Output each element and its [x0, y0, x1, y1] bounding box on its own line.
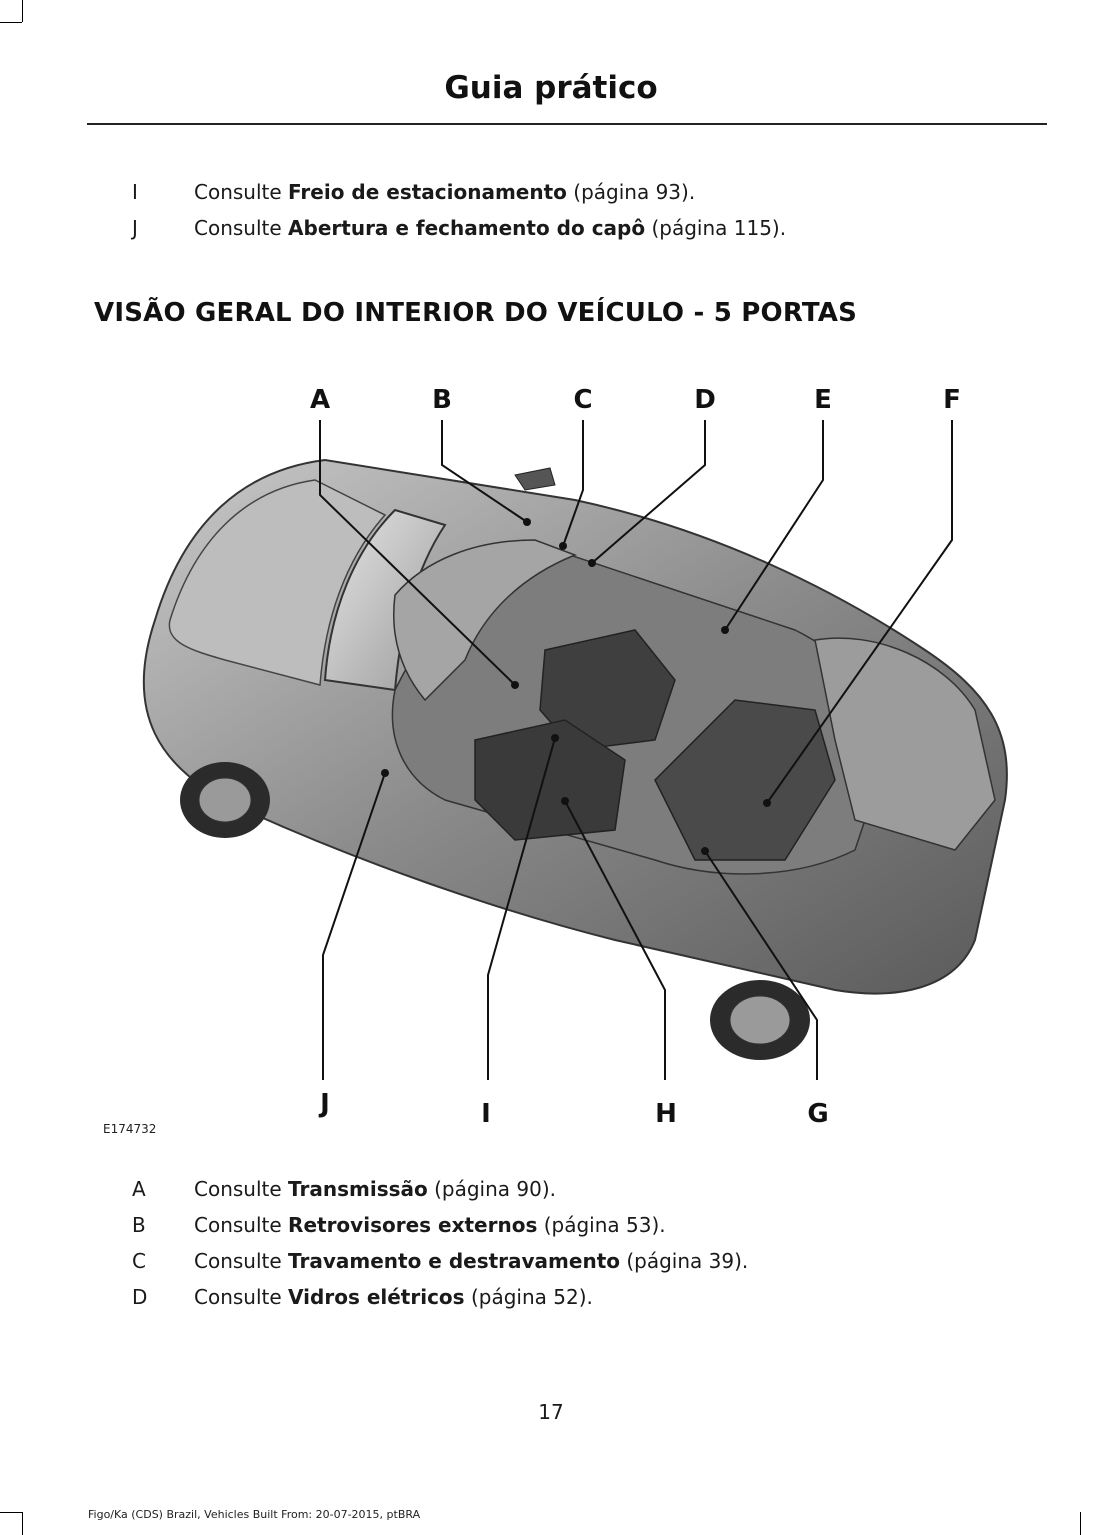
- rear-wheel: [710, 980, 810, 1060]
- header-divider: [87, 123, 1047, 125]
- section-title: VISÃO GERAL DO INTERIOR DO VEÍCULO - 5 PORTAS: [94, 298, 858, 328]
- page-footer: Figo/Ka (CDS) Brazil, Vehicles Built From: 20-07-2015, ptBRA: [88, 1508, 421, 1521]
- callout-label-g: G: [807, 1099, 829, 1129]
- entry-topic[interactable]: Travamento e destravamento: [288, 1249, 620, 1273]
- entry-text: Consulte Abertura e fechamento do capô (página 115).: [194, 216, 787, 240]
- entry-text: Consulte Freio de estacionamento (página 93).: [194, 180, 696, 204]
- entry-key: J: [132, 216, 138, 240]
- list-item: [0, 1207, 1102, 1243]
- entry-text: Consulte Travamento e destravamento (página 39).: [194, 1249, 749, 1273]
- callout-label-j: J: [320, 1089, 330, 1119]
- entry-key: C: [132, 1249, 146, 1273]
- front-wheel: [180, 762, 270, 838]
- vehicle-interior-figure: [95, 380, 1025, 1140]
- entry-topic[interactable]: Vidros elétricos: [288, 1285, 465, 1309]
- crop-mark: [22, 0, 23, 22]
- vehicle-illustration: [95, 380, 1025, 1140]
- page-header-title: Guia prático: [444, 70, 658, 106]
- entry-key: B: [132, 1213, 146, 1237]
- entry-text: Consulte Retrovisores externos (página 53).: [194, 1213, 666, 1237]
- callout-label-b: B: [432, 385, 452, 415]
- figure-code: E174732: [103, 1122, 157, 1136]
- entry-key: D: [132, 1285, 148, 1309]
- list-item: [0, 1243, 1102, 1279]
- crop-mark: [1080, 1512, 1081, 1535]
- callout-label-f: F: [943, 385, 961, 415]
- list-item: [0, 210, 1102, 246]
- crop-mark: [0, 1512, 22, 1513]
- callout-label-c: C: [573, 385, 593, 415]
- top-entry-list: [0, 174, 1102, 246]
- list-item: [0, 1279, 1102, 1315]
- side-mirror: [515, 468, 555, 490]
- entry-topic[interactable]: Transmissão: [288, 1177, 428, 1201]
- entry-text: Consulte Vidros elétricos (página 52).: [194, 1285, 593, 1309]
- list-item: [0, 174, 1102, 210]
- callout-label-a: A: [309, 385, 331, 415]
- crop-mark: [0, 22, 22, 23]
- entry-topic[interactable]: Freio de estacionamento: [288, 180, 567, 204]
- entry-text: Consulte Transmissão (página 90).: [194, 1177, 556, 1201]
- callout-label-e: E: [814, 385, 832, 415]
- list-item: [0, 1171, 1102, 1207]
- entry-key: I: [132, 180, 138, 204]
- crop-mark: [22, 1512, 23, 1535]
- callout-label-i: I: [481, 1099, 491, 1129]
- page-number: 17: [538, 1400, 564, 1424]
- callout-label-d: D: [694, 385, 716, 415]
- entry-key: A: [132, 1177, 146, 1201]
- entry-topic[interactable]: Abertura e fechamento do capô: [288, 216, 646, 240]
- callout-label-h: H: [655, 1099, 677, 1129]
- bottom-entry-list: [0, 1171, 1102, 1315]
- entry-topic[interactable]: Retrovisores externos: [288, 1213, 538, 1237]
